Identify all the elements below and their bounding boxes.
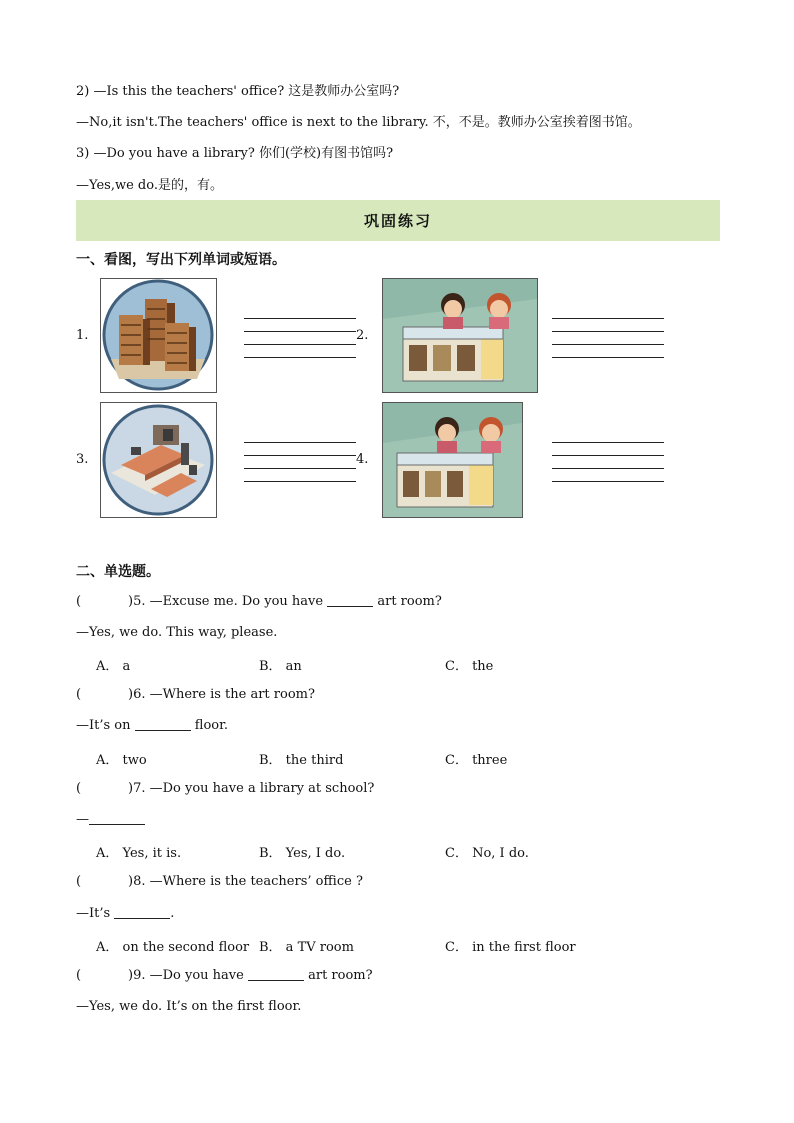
- answer-blank[interactable]: [248, 980, 304, 981]
- answer-blank[interactable]: [244, 306, 356, 358]
- intro-line-4: —Yes,we do.是的，有。: [76, 178, 223, 193]
- section1-title: 一、看图，写出下列单词或短语。: [76, 252, 286, 268]
- option-b[interactable]: B． the third: [259, 753, 344, 768]
- item-number: 4.: [356, 452, 369, 467]
- banner-title: 巩固练习: [363, 212, 432, 230]
- answer-blank[interactable]: [327, 606, 373, 607]
- option-c[interactable]: C． No, I do.: [445, 846, 529, 861]
- item-number: 1.: [76, 328, 89, 343]
- school-building-icon: [382, 402, 523, 518]
- answer-line: —Yes, we do. It’s on the first floor.: [76, 999, 302, 1014]
- option-a[interactable]: A． a: [96, 659, 131, 674]
- intro-line-3: 3) —Do you have a library? 你们(学校)有图书馆吗?: [76, 146, 394, 161]
- library-books-icon: [100, 278, 217, 393]
- option-b[interactable]: B． Yes, I do.: [259, 846, 346, 861]
- answer-line: —: [76, 811, 145, 829]
- question-stem: ( )8. —Where is the teachers’ office ?: [76, 874, 363, 889]
- school-building-icon: [382, 278, 538, 393]
- question-stem: ( )6. —Where is the art room?: [76, 687, 315, 702]
- question-stem: ( )5. —Excuse me. Do you have art room?: [76, 594, 442, 609]
- intro-line-2: —No,it isn't.The teachers' office is next to the library. 不，不是。教师办公室挨着图书馆。: [76, 115, 641, 130]
- answer-line: —It’s .: [76, 906, 175, 921]
- question-stem: ( )9. —Do you have art room?: [76, 968, 373, 983]
- answer-line: —It’s on floor.: [76, 718, 229, 733]
- answer-blank[interactable]: [135, 730, 191, 731]
- item-number: 3.: [76, 452, 89, 467]
- answer-blank[interactable]: [89, 824, 145, 825]
- answer-blank[interactable]: [244, 430, 356, 482]
- option-c[interactable]: C． three: [445, 753, 508, 768]
- answer-blank[interactable]: [552, 306, 664, 358]
- teachers-office-icon: [100, 402, 217, 518]
- answer-line: —Yes, we do. This way, please.: [76, 625, 278, 640]
- option-c[interactable]: C． in the first floor: [445, 940, 576, 955]
- question-stem: ( )7. —Do you have a library at school?: [76, 781, 375, 796]
- answer-blank[interactable]: [114, 918, 170, 919]
- item-number: 2.: [356, 328, 369, 343]
- answer-blank[interactable]: [552, 430, 664, 482]
- option-b[interactable]: B． an: [259, 659, 302, 674]
- option-a[interactable]: A． two: [96, 753, 147, 768]
- option-a[interactable]: A． on the second floor: [96, 940, 250, 955]
- option-a[interactable]: A． Yes, it is.: [96, 846, 182, 861]
- option-c[interactable]: C． the: [445, 659, 494, 674]
- section-banner: [76, 200, 720, 241]
- section2-title: 二、单选题。: [76, 564, 160, 580]
- intro-line-1: 2) —Is this the teachers' office? 这是教师办公室吗?: [76, 84, 400, 99]
- option-b[interactable]: B． a TV room: [259, 940, 354, 955]
